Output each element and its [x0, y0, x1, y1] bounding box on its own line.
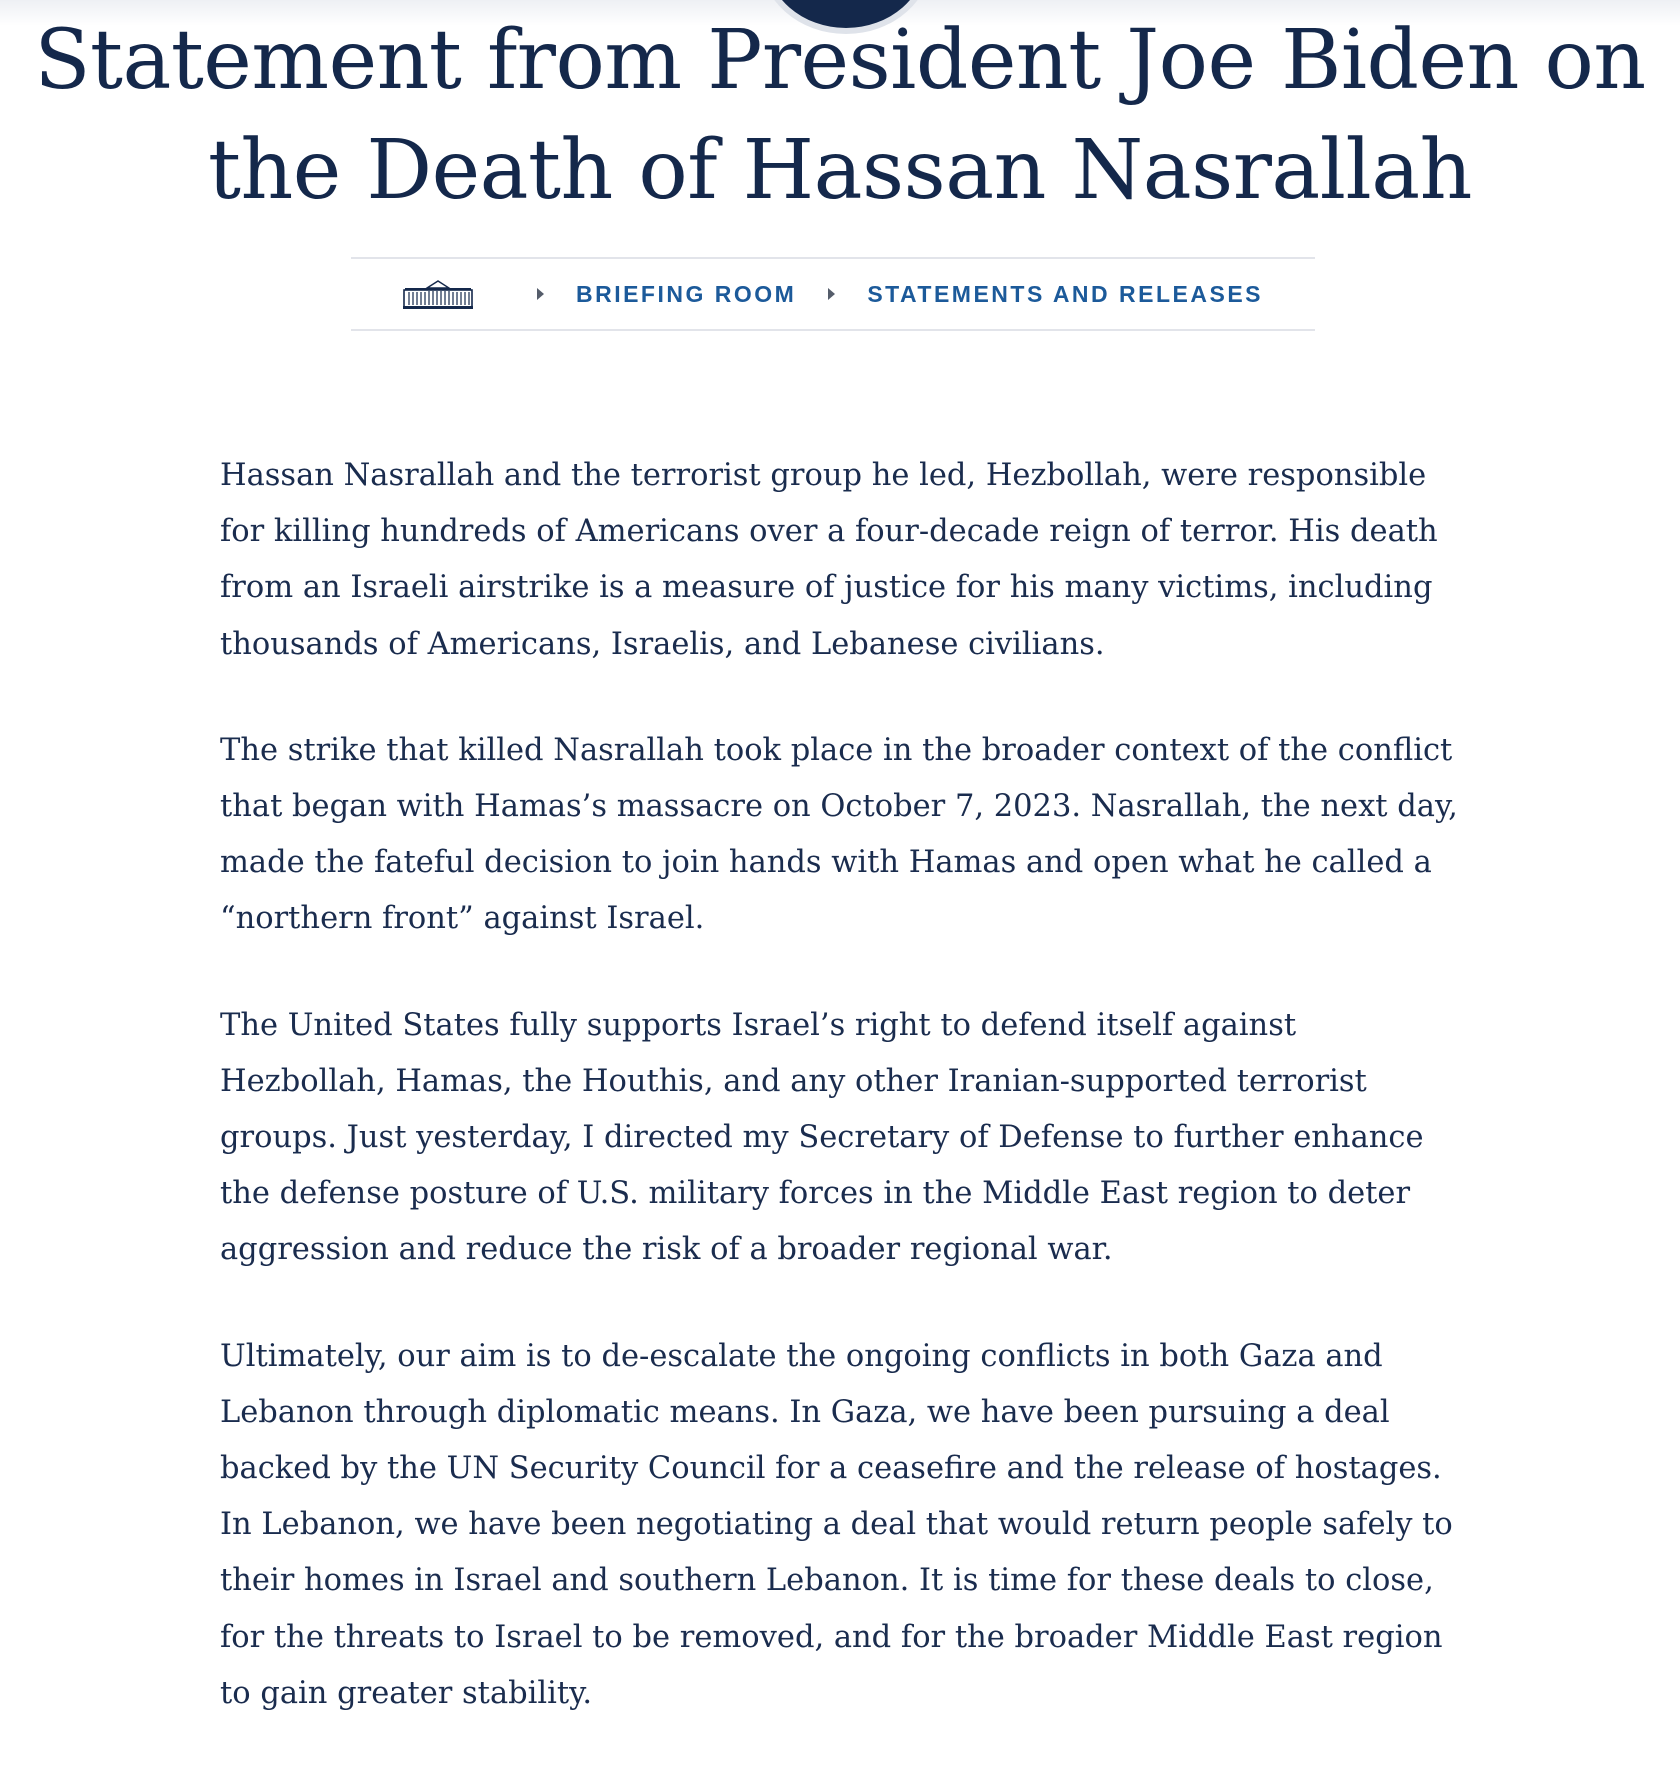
- white-house-icon[interactable]: [403, 279, 473, 309]
- breadcrumb-briefing-room[interactable]: BRIEFING ROOM: [575, 280, 797, 307]
- breadcrumb-separator-icon: [828, 288, 835, 300]
- article-body: [220, 448, 1470, 1772]
- article-paragraph: The strike that killed Nasrallah took place in the broader context of the conflict that began with Hamas’s massacre on October 7, 2023. Nasrallah, the next day, made the fateful decision to join hands with Hamas and open what he called a “northern front” against Israel.: [220, 732, 1458, 937]
- breadcrumb-separator-icon: [537, 288, 544, 300]
- article-paragraph: Hassan Nasrallah and the terrorist group he led, Hezbollah, were responsible for killing hundreds of Americans over a four-decade reign of terror. His death from an Israeli airstrike is a measure of justice for his many victims, including thousands of Americans, Israelis, and Lebanese civilians.: [220, 458, 1438, 662]
- page-title: Statement from President Joe Biden on the Death of Hassan Nasrallah: [34, 13, 1646, 218]
- article-paragraph: The United States fully supports Israel’s right to defend itself against Hezbollah, Hamas, the Houthis, and any other Iranian-supported terrorist groups. Just yesterday, I directed my Secretary of Defense to further enhance the defense posture of U.S. military forces in the Middle East region to deter aggression and reduce the risk of a broader regional war.: [220, 1007, 1424, 1268]
- breadcrumb: [351, 257, 1315, 331]
- breadcrumb-statements-and-releases[interactable]: STATEMENTS AND RELEASES: [867, 280, 1264, 307]
- article-paragraph: Ultimately, our aim is to de-escalate the ongoing conflicts in both Gaza and Lebanon through diplomatic means. In Gaza, we have been pursuing a deal backed by the UN Security Council for a ceasefire and the release of hostages. In Lebanon, we have been negotiating a deal that would return people safely to their homes in Israel and southern Lebanon. It is time for these deals to close, for the threats to Israel to be removed, and for the broader Middle East region to gain greater stability.: [220, 1338, 1453, 1711]
